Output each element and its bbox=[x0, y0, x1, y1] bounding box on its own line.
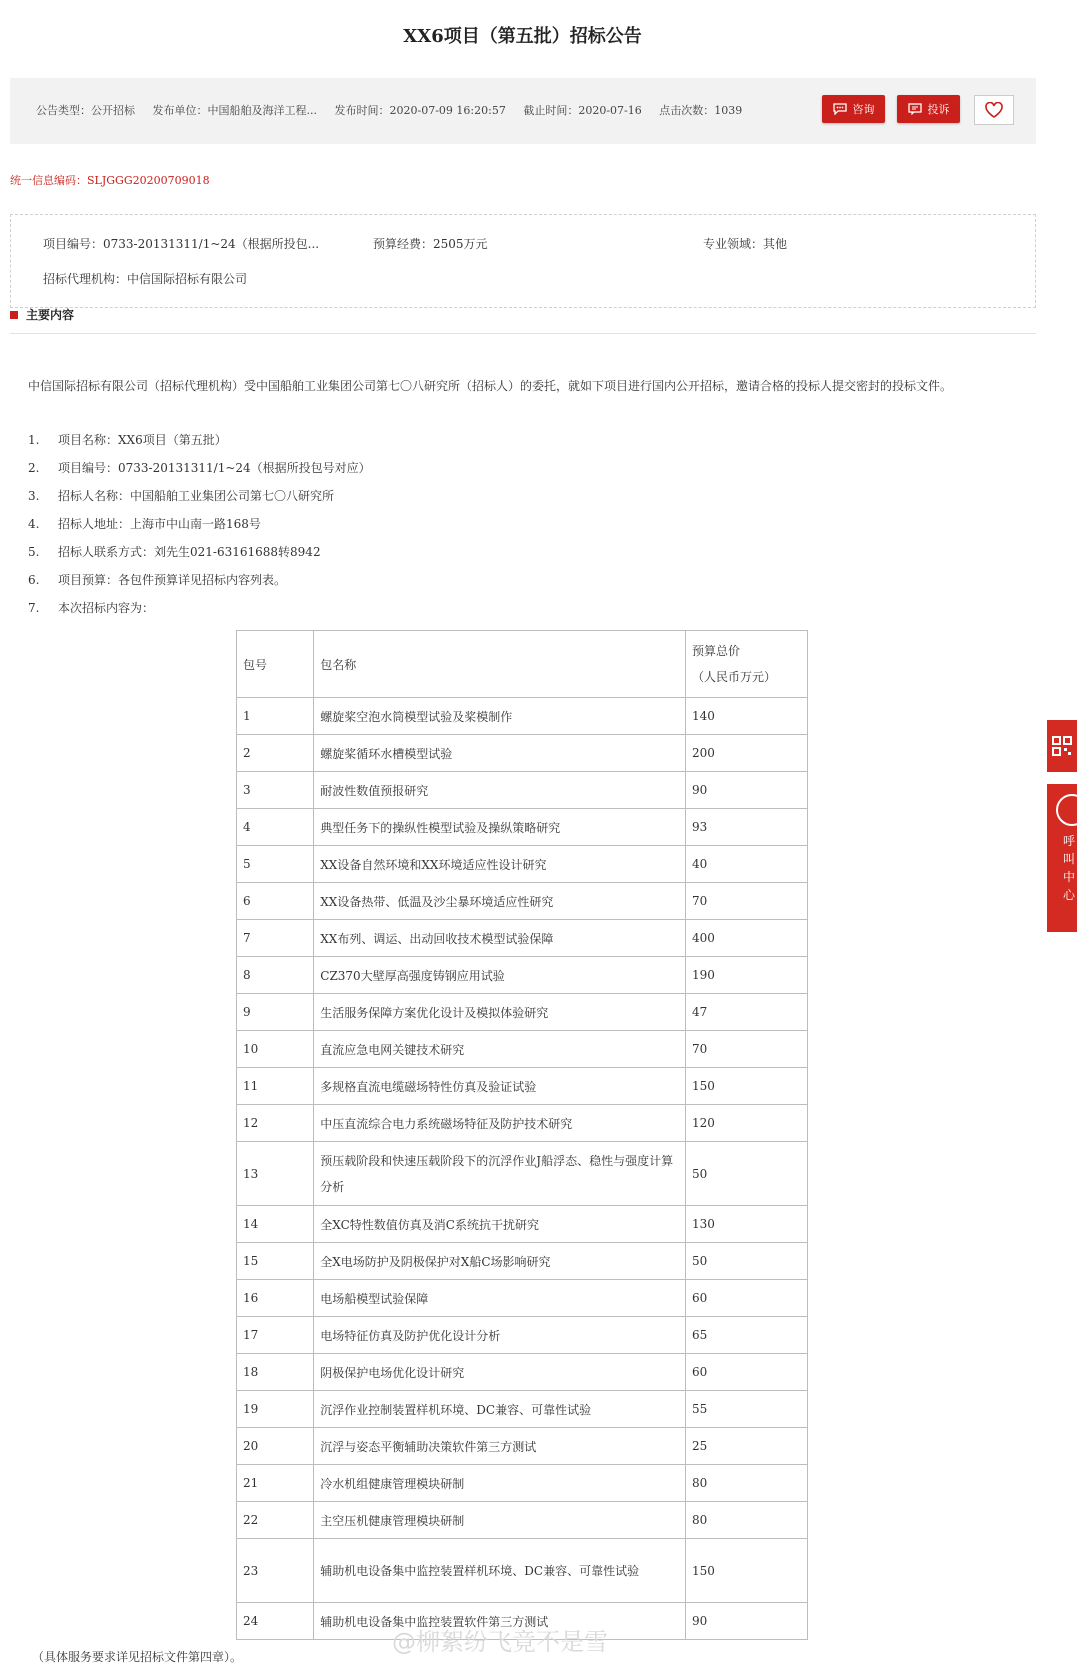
heart-icon bbox=[985, 102, 1003, 118]
header-budget-line1: 预算总价 bbox=[692, 644, 741, 658]
list-item-number: 3. bbox=[28, 489, 40, 503]
cell-budget: 60 bbox=[686, 1354, 808, 1391]
list-item-number: 1. bbox=[28, 433, 40, 447]
list-item-number: 5. bbox=[28, 545, 40, 559]
cell-package-name: 预压载阶段和快速压载阶段下的沉浮作业J船浮态、稳性与强度计算分析 bbox=[314, 1142, 686, 1206]
table-row bbox=[237, 1243, 808, 1280]
section-marker bbox=[10, 311, 18, 319]
cell-package-no: 22 bbox=[237, 1502, 314, 1539]
list-item-text: 招标人名称：中国船舶工业集团公司第七〇八研究所 bbox=[58, 489, 335, 503]
cell-package-name: 螺旋桨循环水槽模型试验 bbox=[314, 735, 686, 772]
chat-icon bbox=[833, 103, 847, 115]
table-row bbox=[237, 883, 808, 920]
table-row bbox=[237, 1105, 808, 1142]
list-item-text: 项目名称：XX6项目（第五批） bbox=[58, 433, 227, 447]
watermark: @柳絮纷飞竟不是雪 bbox=[392, 1628, 608, 1656]
header-package-no: 包号 bbox=[237, 631, 314, 698]
favorite-button[interactable] bbox=[974, 95, 1014, 125]
cell-package-name: 典型任务下的操纵性模型试验及操纵策略研究 bbox=[314, 809, 686, 846]
cell-package-name: 螺旋桨空泡水筒模型试验及桨模制作 bbox=[314, 698, 686, 735]
cell-package-no: 23 bbox=[237, 1539, 314, 1603]
cell-package-no: 14 bbox=[237, 1206, 314, 1243]
qr-code-icon bbox=[1052, 736, 1072, 756]
list-item bbox=[28, 454, 371, 482]
cell-package-name: 电场特征仿真及防护优化设计分析 bbox=[314, 1317, 686, 1354]
project-number: 项目编号：0733-20131311/1~24（根据所投包... bbox=[43, 237, 320, 251]
cell-package-no: 10 bbox=[237, 1031, 314, 1068]
cell-package-no: 1 bbox=[237, 698, 314, 735]
tender-agency: 招标代理机构：中信国际招标有限公司 bbox=[43, 272, 248, 286]
cell-budget: 130 bbox=[686, 1206, 808, 1243]
cell-package-no: 4 bbox=[237, 809, 314, 846]
table-row bbox=[237, 1280, 808, 1317]
list-item-number: 7. bbox=[28, 601, 40, 615]
cell-package-no: 11 bbox=[237, 1068, 314, 1105]
list-item bbox=[28, 510, 371, 538]
budget-amount: 预算经费：2505万元 bbox=[373, 237, 488, 251]
table-row bbox=[237, 920, 808, 957]
cell-package-no: 18 bbox=[237, 1354, 314, 1391]
table-row bbox=[237, 698, 808, 735]
unified-code: 统一信息编码：SLJGGG20200709018 bbox=[10, 174, 210, 187]
qr-code-button[interactable] bbox=[1047, 720, 1077, 772]
table-row bbox=[237, 957, 808, 994]
table-row bbox=[237, 1465, 808, 1502]
cell-budget: 60 bbox=[686, 1280, 808, 1317]
cell-package-no: 6 bbox=[237, 883, 314, 920]
list-item bbox=[28, 482, 371, 510]
list-item bbox=[28, 566, 371, 594]
cell-package-name: 沉浮与姿态平衡辅助决策软件第三方测试 bbox=[314, 1428, 686, 1465]
table-row bbox=[237, 772, 808, 809]
table-row bbox=[237, 994, 808, 1031]
meta-publisher: 发布单位：中国船舶及海洋工程... bbox=[152, 104, 317, 117]
meta-type: 公告类型：公开招标 bbox=[36, 104, 135, 117]
phone-icon bbox=[1056, 794, 1077, 826]
list-item-text: 本次招标内容为： bbox=[58, 601, 155, 615]
cell-package-no: 5 bbox=[237, 846, 314, 883]
cell-package-no: 15 bbox=[237, 1243, 314, 1280]
table-row bbox=[237, 1354, 808, 1391]
cell-budget: 40 bbox=[686, 846, 808, 883]
cell-budget: 50 bbox=[686, 1243, 808, 1280]
table-row bbox=[237, 1391, 808, 1428]
intro-paragraph: 中信国际招标有限公司（招标代理机构）受中国船舶工业集团公司第七〇八研究所（招标人）的委托，就如下项目进行国内公开招标，邀请合格的投标人提交密封的投标文件。 bbox=[28, 379, 953, 393]
cell-package-no: 16 bbox=[237, 1280, 314, 1317]
section-title: 主要内容 bbox=[26, 308, 75, 322]
table-header-row bbox=[237, 631, 808, 698]
table-row bbox=[237, 1539, 808, 1603]
cell-package-name: 电场船模型试验保障 bbox=[314, 1280, 686, 1317]
cell-budget: 70 bbox=[686, 883, 808, 920]
page-title: XX6项目（第五批）招标公告 bbox=[403, 26, 642, 47]
cell-package-no: 19 bbox=[237, 1391, 314, 1428]
cell-budget: 150 bbox=[686, 1068, 808, 1105]
list-item-number: 4. bbox=[28, 517, 40, 531]
cell-budget: 93 bbox=[686, 809, 808, 846]
cell-package-no: 7 bbox=[237, 920, 314, 957]
call-center-label: 呼叫中心 bbox=[1063, 834, 1076, 902]
cell-package-name: 全X电场防护及阴极保护对X船C场影响研究 bbox=[314, 1243, 686, 1280]
table-row bbox=[237, 1142, 808, 1206]
list-item-text: 招标人联系方式：刘先生021-63161688转8942 bbox=[58, 545, 321, 559]
cell-budget: 90 bbox=[686, 772, 808, 809]
header-budget-line2: （人民币万元） bbox=[692, 670, 777, 684]
complaint-icon bbox=[908, 103, 922, 115]
detail-box bbox=[10, 214, 1036, 308]
table-row bbox=[237, 1428, 808, 1465]
cell-package-name: 主空压机健康管理模块研制 bbox=[314, 1502, 686, 1539]
professional-field: 专业领域：其他 bbox=[703, 237, 788, 251]
cell-budget: 190 bbox=[686, 957, 808, 994]
cell-package-name: 中压直流综合电力系统磁场特征及防护技术研究 bbox=[314, 1105, 686, 1142]
cell-package-no: 17 bbox=[237, 1317, 314, 1354]
table-row bbox=[237, 735, 808, 772]
cell-package-no: 13 bbox=[237, 1142, 314, 1206]
cell-budget: 47 bbox=[686, 994, 808, 1031]
cell-budget: 55 bbox=[686, 1391, 808, 1428]
complain-button[interactable] bbox=[897, 95, 960, 123]
meta-deadline: 截止时间：2020-07-16 bbox=[523, 104, 642, 117]
table-row bbox=[237, 1502, 808, 1539]
cell-package-no: 21 bbox=[237, 1465, 314, 1502]
table-row bbox=[237, 1317, 808, 1354]
table-row bbox=[237, 1031, 808, 1068]
list-item-number: 2. bbox=[28, 461, 40, 475]
cell-budget: 120 bbox=[686, 1105, 808, 1142]
list-item-text: 招标人地址：上海市中山南一路168号 bbox=[58, 517, 261, 531]
divider bbox=[10, 333, 1036, 334]
cell-budget: 70 bbox=[686, 1031, 808, 1068]
list-item-number: 6. bbox=[28, 573, 40, 587]
cell-package-no: 8 bbox=[237, 957, 314, 994]
info-list bbox=[28, 426, 371, 622]
table-row bbox=[237, 1206, 808, 1243]
cell-package-name: 多规格直流电缆磁场特性仿真及验证试验 bbox=[314, 1068, 686, 1105]
cell-package-name: 沉浮作业控制装置样机环境、DC兼容、可靠性试验 bbox=[314, 1391, 686, 1428]
footer-note: （具体服务要求详见招标文件第四章）。 bbox=[32, 1650, 243, 1664]
cell-package-name: 耐波性数值预报研究 bbox=[314, 772, 686, 809]
cell-budget: 140 bbox=[686, 698, 808, 735]
header-budget bbox=[686, 631, 808, 698]
cell-budget: 400 bbox=[686, 920, 808, 957]
cell-package-name: XX设备自然环境和XX环境适应性设计研究 bbox=[314, 846, 686, 883]
table-row bbox=[237, 1068, 808, 1105]
list-item-text: 项目编号：0733-20131311/1~24（根据所投包号对应） bbox=[58, 461, 371, 475]
cell-package-name: XX设备热带、低温及沙尘暴环境适应性研究 bbox=[314, 883, 686, 920]
list-item bbox=[28, 594, 371, 622]
cell-package-name: XX布列、调运、出动回收技术模型试验保障 bbox=[314, 920, 686, 957]
cell-budget: 65 bbox=[686, 1317, 808, 1354]
cell-package-no: 9 bbox=[237, 994, 314, 1031]
cell-budget: 25 bbox=[686, 1428, 808, 1465]
table-row bbox=[237, 846, 808, 883]
cell-package-no: 2 bbox=[237, 735, 314, 772]
list-item bbox=[28, 426, 371, 454]
cell-budget: 150 bbox=[686, 1539, 808, 1603]
header-package-name: 包名称 bbox=[314, 631, 686, 698]
cell-package-no: 3 bbox=[237, 772, 314, 809]
cell-package-name: 全XC特性数值仿真及消C系统抗干扰研究 bbox=[314, 1206, 686, 1243]
consult-label: 咨询 bbox=[852, 103, 875, 116]
cell-budget: 200 bbox=[686, 735, 808, 772]
cell-package-name: 生活服务保障方案优化设计及模拟体验研究 bbox=[314, 994, 686, 1031]
list-item bbox=[28, 538, 371, 566]
cell-package-name: 直流应急电网关键技术研究 bbox=[314, 1031, 686, 1068]
cell-package-name: 阴极保护电场优化设计研究 bbox=[314, 1354, 686, 1391]
info-bar bbox=[10, 78, 1036, 144]
cell-budget: 80 bbox=[686, 1502, 808, 1539]
section-heading bbox=[10, 306, 74, 323]
cell-package-no: 20 bbox=[237, 1428, 314, 1465]
consult-button[interactable] bbox=[822, 95, 885, 123]
package-table bbox=[236, 630, 808, 1640]
cell-package-name: 辅助机电设备集中监控装置样机环境、DC兼容、可靠性试验 bbox=[314, 1539, 686, 1603]
cell-budget: 80 bbox=[686, 1465, 808, 1502]
cell-package-name: CZ370大壁厚高强度铸钢应用试验 bbox=[314, 957, 686, 994]
meta-clicks: 点击次数：1039 bbox=[659, 104, 743, 117]
table-row bbox=[237, 809, 808, 846]
complain-label: 投诉 bbox=[927, 103, 950, 116]
cell-package-no: 12 bbox=[237, 1105, 314, 1142]
cell-package-name: 冷水机组健康管理模块研制 bbox=[314, 1465, 686, 1502]
list-item-text: 项目预算：各包件预算详见招标内容列表。 bbox=[58, 573, 287, 587]
cell-budget: 50 bbox=[686, 1142, 808, 1206]
cell-budget: 90 bbox=[686, 1603, 808, 1640]
cell-package-name: 辅助机电设备集中监控装置软件第三方测试 bbox=[314, 1603, 686, 1640]
meta-line bbox=[36, 102, 756, 118]
cell-package-no: 24 bbox=[237, 1603, 314, 1640]
meta-publish-time: 发布时间：2020-07-09 16:20:57 bbox=[334, 104, 506, 117]
call-center-button[interactable] bbox=[1047, 784, 1077, 932]
